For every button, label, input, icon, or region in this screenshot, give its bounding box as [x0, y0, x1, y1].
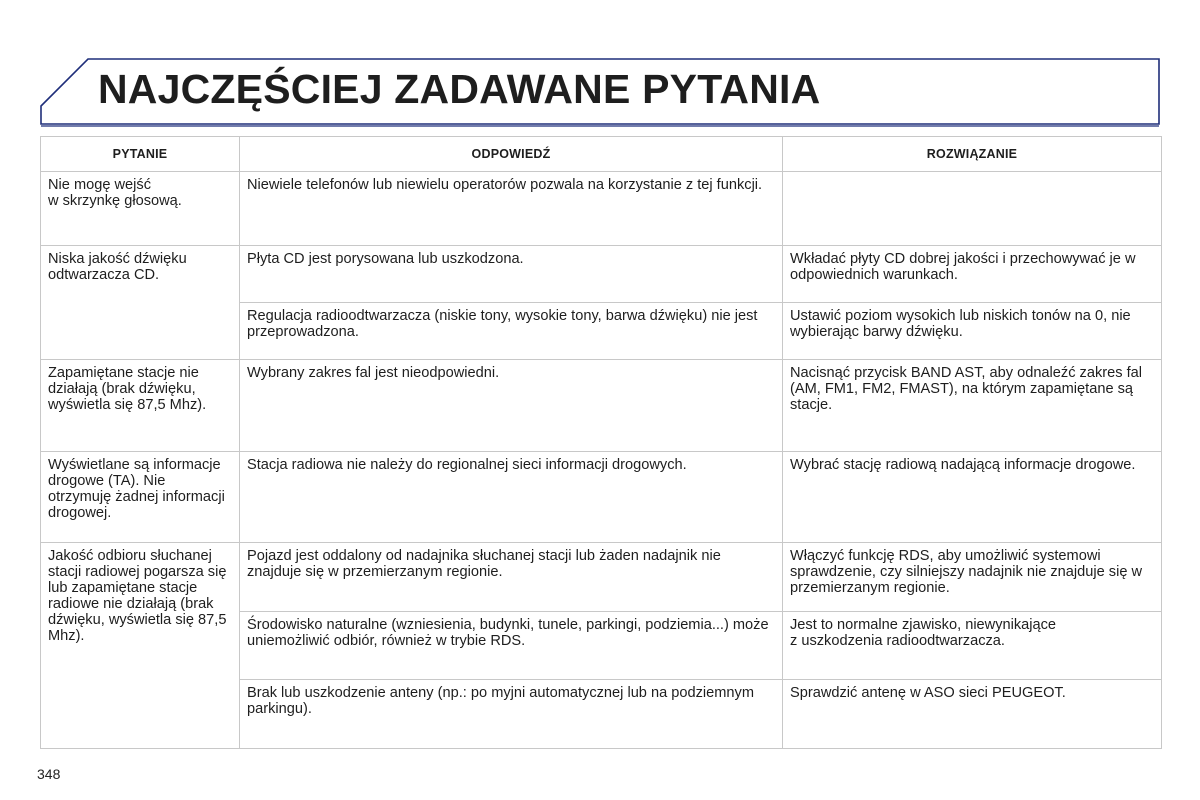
solution-cell: Wybrać stację radiową nadającą informacje drogowe.: [783, 452, 1162, 543]
solution-cell: [783, 172, 1162, 246]
question-cell: Jakość odbioru słuchanej stacji radiowej pogarsza się lub zapamiętane stacje radiowe nie działają (brak dźwięku, wyświetla się 87,5 Mhz).: [41, 543, 240, 749]
page-number: 348: [37, 766, 61, 782]
solution-cell: Ustawić poziom wysokich lub niskich tonów na 0, nie wybierając barwy dźwięku.: [783, 303, 1162, 360]
answer-cell: Brak lub uszkodzenie anteny (np.: po myjni automatycznej lub na podziemnym parkingu).: [240, 680, 783, 749]
header-question: PYTANIE: [41, 137, 240, 172]
answer-cell: Płyta CD jest porysowana lub uszkodzona.: [240, 246, 783, 303]
answer-cell: Regulacja radioodtwarzacza (niskie tony, wysokie tony, barwa dźwięku) nie jest przeprowadzona.: [240, 303, 783, 360]
table-row: [41, 452, 1162, 543]
answer-cell: Wybrany zakres fal jest nieodpowiedni.: [240, 360, 783, 452]
solution-cell: Włączyć funkcję RDS, aby umożliwić systemowi sprawdzenie, czy silniejszy nadajnik nie znajduje się w przemierzanym regionie.: [783, 543, 1162, 612]
solution-cell: Wkładać płyty CD dobrej jakości i przechowywać je w odpowiednich warunkach.: [783, 246, 1162, 303]
header-answer: ODPOWIEDŹ: [240, 137, 783, 172]
faq-table: [40, 136, 1162, 749]
solution-cell: Sprawdzić antenę w ASO sieci PEUGEOT.: [783, 680, 1162, 749]
answer-cell: Środowisko naturalne (wzniesienia, budynki, tunele, parkingi, podziemia...) może uniemożliwić odbiór, również w trybie RDS.: [240, 612, 783, 680]
solution-cell: Nacisnąć przycisk BAND AST, aby odnaleźć zakres fal (AM, FM1, FM2, FMAST), na którym zapamiętane są stacje.: [783, 360, 1162, 452]
question-cell: Wyświetlane są informacje drogowe (TA). Nie otrzymuję żadnej informacji drogowej.: [41, 452, 240, 543]
answer-cell: Stacja radiowa nie należy do regionalnej sieci informacji drogowych.: [240, 452, 783, 543]
header-solution: ROZWIĄZANIE: [783, 137, 1162, 172]
question-cell: Zapamiętane stacje nie działają (brak dźwięku, wyświetla się 87,5 Mhz).: [41, 360, 240, 452]
page-title: NAJCZĘŚCIEJ ZADAWANE PYTANIA: [98, 66, 821, 112]
question-cell: Niska jakość dźwięku odtwarzacza CD.: [41, 246, 240, 360]
table-row: [41, 246, 1162, 303]
question-cell: Nie mogę wejść w skrzynkę głosową.: [41, 172, 240, 246]
solution-cell: Jest to normalne zjawisko, niewynikające z uszkodzenia radioodtwarzacza.: [783, 612, 1162, 680]
answer-cell: Pojazd jest oddalony od nadajnika słuchanej stacji lub żaden nadajnik nie znajduje się w przemierzanym regionie.: [240, 543, 783, 612]
table-header-row: [41, 137, 1162, 172]
answer-cell: Niewiele telefonów lub niewielu operatorów pozwala na korzystanie z tej funkcji.: [240, 172, 783, 246]
table-row: [41, 172, 1162, 246]
table-row: [41, 360, 1162, 452]
table-row: [41, 543, 1162, 612]
